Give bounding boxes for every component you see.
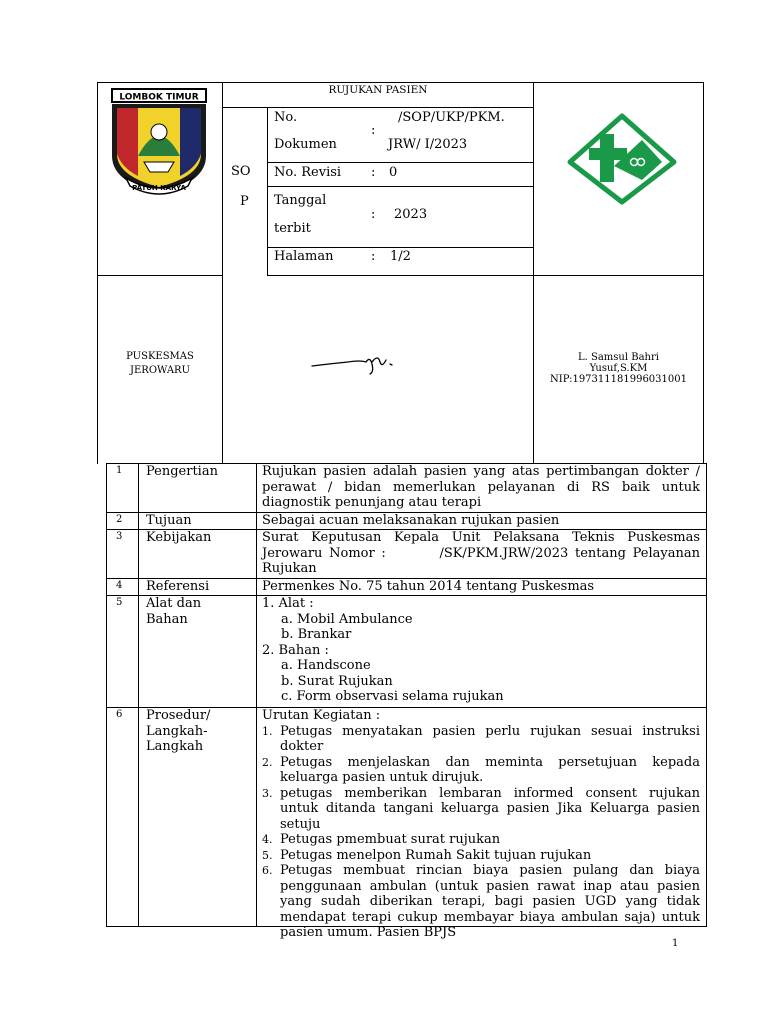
row-label: Kebijakan (146, 530, 212, 545)
halaman-label: Halaman (274, 249, 334, 264)
no-dokumen-value-2: JRW/ I/2023 (388, 137, 468, 152)
procedure-step (262, 786, 700, 833)
row-label (146, 596, 201, 627)
row-text: Permenkes No. 75 tahun 2014 tentang Puskesmas (262, 579, 595, 594)
row-label: Referensi (146, 579, 210, 594)
step-text: Petugas pmembuat surat rujukan (280, 832, 501, 847)
row-text: Rujukan pasien adalah pasien yang atas pertimbangan dokter / perawat / bidan memerlukan pelayanan di RS baik untuk diagnostik penunjang atau terapi (262, 464, 700, 510)
no-dokumen-value: /SOP/UKP/PKM. (398, 110, 505, 125)
row-label-line3: Langkah (146, 739, 204, 754)
institution-name (97, 350, 223, 378)
tanggal-colon: : (371, 207, 376, 222)
tanggal-value: 2023 (394, 207, 428, 222)
row-label-line1: Prosedur/ (146, 708, 211, 723)
alat-heading: 1. Alat : (262, 596, 314, 611)
alat-bahan-list (262, 596, 700, 705)
procedure-step (262, 848, 700, 864)
row-number: 2 (116, 514, 123, 525)
step-text: Petugas membuat rincian biaya pasien pulang dan biaya penggunaan ambulan (untuk pasien rawat inap atau pasien yang sudah diberikan terapi, bagi pasien UGD yang tidak mendapat terapi cukup membayar biaya ambulan saja) untuk pasien umum. Pasien BPJS (280, 863, 700, 940)
step-text: Petugas menyatakan pasien perlu rujukan sesuai instruksi dokter (280, 723, 700, 754)
row-label (146, 708, 210, 755)
step-number: 5. (262, 848, 273, 862)
page-number: 1 (672, 938, 679, 949)
no-dokumen-colon: : (371, 123, 376, 138)
puskesmas-logo (562, 110, 682, 208)
signer-nip: NIP:197311181996031001 (550, 374, 687, 385)
step-number: 1. (262, 724, 273, 738)
logo-top-text: LOMBOK TIMUR (119, 92, 199, 103)
step-number: 6. (262, 864, 273, 877)
signature (308, 350, 404, 376)
institution-line1: PUSKESMAS (126, 351, 194, 362)
list-item: a. Handscone (281, 658, 371, 673)
halaman-value: 1/2 (390, 249, 411, 264)
institution-line2: JEROWARU (130, 365, 190, 376)
row-label-line2: Bahan (146, 611, 188, 627)
sop-label-line1: SO (231, 164, 251, 179)
signer-name-line2: Yusuf,S.KM (589, 363, 648, 374)
signer-block (533, 352, 704, 385)
tanggal-label: Tanggal (274, 193, 327, 208)
revisi-value: 0 (389, 165, 398, 180)
list-item: c. Form observasi selama rujukan (281, 689, 504, 704)
row-number: 6 (116, 709, 123, 720)
row-number: 4 (116, 580, 123, 591)
procedure-step (262, 863, 700, 941)
sop-label-line2: P (240, 194, 249, 209)
step-text: Petugas menjelaskan dan meminta persetujuan kepada keluarga pasien untuk dirujuk. (280, 754, 700, 785)
step-text: petugas memberikan lembaran informed consent rujukan untuk ditanda tangani keluarga pasien Jika Keluarga pasien setuju (280, 785, 700, 832)
procedure-step (262, 755, 700, 786)
row-label-line1: Alat dan (146, 596, 202, 611)
step-text: Petugas menelpon Rumah Sakit tujuan rujukan (280, 847, 592, 863)
row-label: Pengertian (146, 464, 218, 479)
tanggal-label-2: terbit (274, 221, 311, 236)
signer-name-line1: L. Samsul Bahri (578, 352, 659, 363)
row-number: 3 (116, 531, 123, 542)
row-number: 1 (116, 465, 123, 476)
row-label-line2: Langkah- (146, 723, 208, 739)
row-label: Tujuan (146, 513, 192, 528)
list-item: a. Mobil Ambulance (281, 611, 413, 627)
bahan-heading: 2. Bahan : (262, 642, 329, 658)
list-item: b. Surat Rujukan (281, 673, 393, 689)
step-number: 4. (262, 833, 273, 846)
halaman-colon: : (371, 249, 376, 264)
procedure-step (262, 832, 700, 848)
procedure-list (262, 708, 700, 941)
page-title: RUJUKAN PASIEN (328, 84, 428, 96)
revisi-colon: : (371, 165, 376, 180)
logo-bottom-text: PATUH KARYA (132, 184, 186, 192)
procedure-step (262, 724, 700, 755)
no-dokumen-label: No. (274, 110, 298, 125)
row-text: Surat Keputusan Kepala Unit Pelaksana Teknis Puskesmas Jerowaru Nomor : /SK/PKM.JRW/2023 tentang Pelayanan Rujukan (262, 530, 705, 576)
row-text: Sebagai acuan melaksanakan rujukan pasien (262, 513, 560, 528)
procedure-intro: Urutan Kegiatan : (262, 708, 381, 723)
step-number: 2. (262, 755, 273, 769)
list-item: b. Brankar (281, 627, 352, 642)
row-number: 5 (116, 597, 123, 608)
step-number: 3. (262, 786, 273, 800)
no-dokumen-label-2: Dokumen (274, 137, 337, 152)
procedure-steps (262, 724, 700, 941)
lombok-timur-logo (108, 86, 210, 198)
revisi-label: No. Revisi (274, 165, 342, 180)
